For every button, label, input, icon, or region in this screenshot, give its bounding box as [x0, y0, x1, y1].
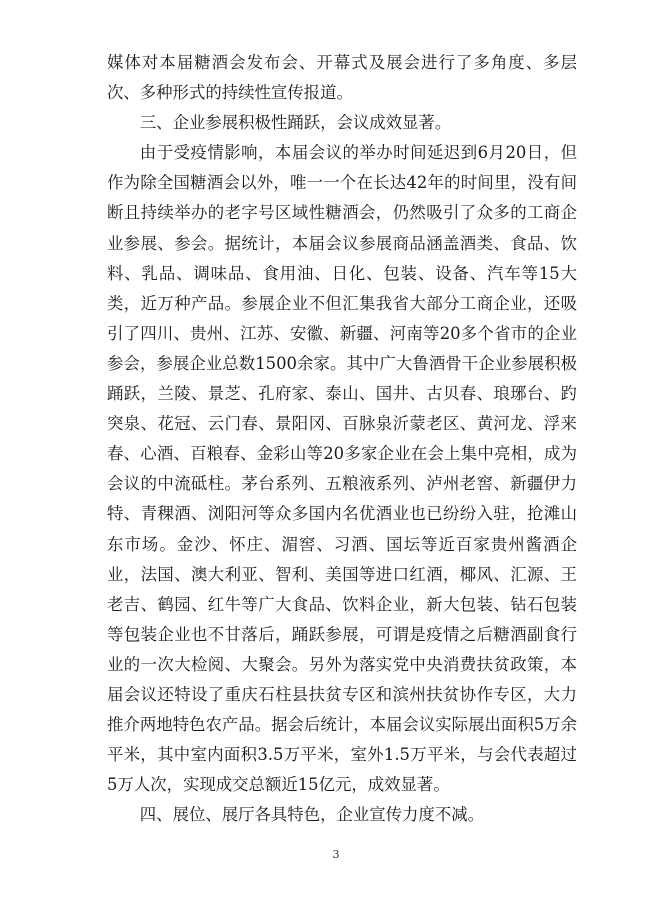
section-heading-4: 四、展位、展厅各具特色，企业宣传力度不减。 [139, 805, 484, 825]
page-number: 3 [332, 848, 340, 861]
document-body [107, 48, 577, 830]
section-heading-3: 三、企业参展积极性踊跃，会议成效显著。 [139, 113, 452, 133]
paragraph-body: 由于受疫情影响，本届会议的举办时间延迟到6月20日，但作为除全国糖酒会以外，唯一一个在长达42年的时间里，没有间断且持续举办的老字号区域性糖酒会，仍然吸引了众多的工商企业参展、参会。据统计，本届会议参展商品涵盖酒类、食品、饮料、乳品、调味品、食用油、日化、包装、设备、汽车等15大类，近万种产品。参展企业不但汇集我省大部分工商企业，还吸引了四川、贵州、江苏、安徽、新疆、河南等20多个省市的企业参会，参展企业总数1500余家。其中广大鲁酒骨干企业参展积极踊跃，兰陵、景芝、孔府家、泰山、国井、古贝春、琅琊台、趵突泉、花冠、云门春、景阳冈、百脉泉沂蒙老区、黄河龙、浮来春、心酒、百粮春、金彩山等20多家企业在会上集中亮相，成为会议的中流砥柱。茅台系列、五粮液系列、泸州老窖、新疆伊力特、青稞酒、浏阳河等众多国内名优酒业也已纷纷入驻，抢滩山东市场。金沙、怀庄、湄窖、习酒、国坛等近百家贵州酱酒企业，法国、澳大利亚、智利、美国等进口红酒，椰风、汇源、王老吉、鹤园、红牛等广大食品、饮料企业，新大包装、钻石包装等包装企业也不甘落后，踊跃参展，可谓是疫情之后糖酒副食行业的一次大检阅、大聚会。另外为落实党中央消费扶贫政策，本届会议还特设了重庆石柱县扶贫专区和滨州扶贫协作专区，大力推介两地特色农产品。据会后统计，本届会议实际展出面积5万余平米，其中室内面积3.5万平米，室外1.5万平米，与会代表超过5万人次，实现成交总额近15亿元，成效显著。 [107, 143, 577, 795]
paragraph-continuation: 媒体对本届糖酒会发布会、开幕式及展会进行了多角度、多层次、多种形式的持续性宣传报道。 [107, 53, 577, 103]
